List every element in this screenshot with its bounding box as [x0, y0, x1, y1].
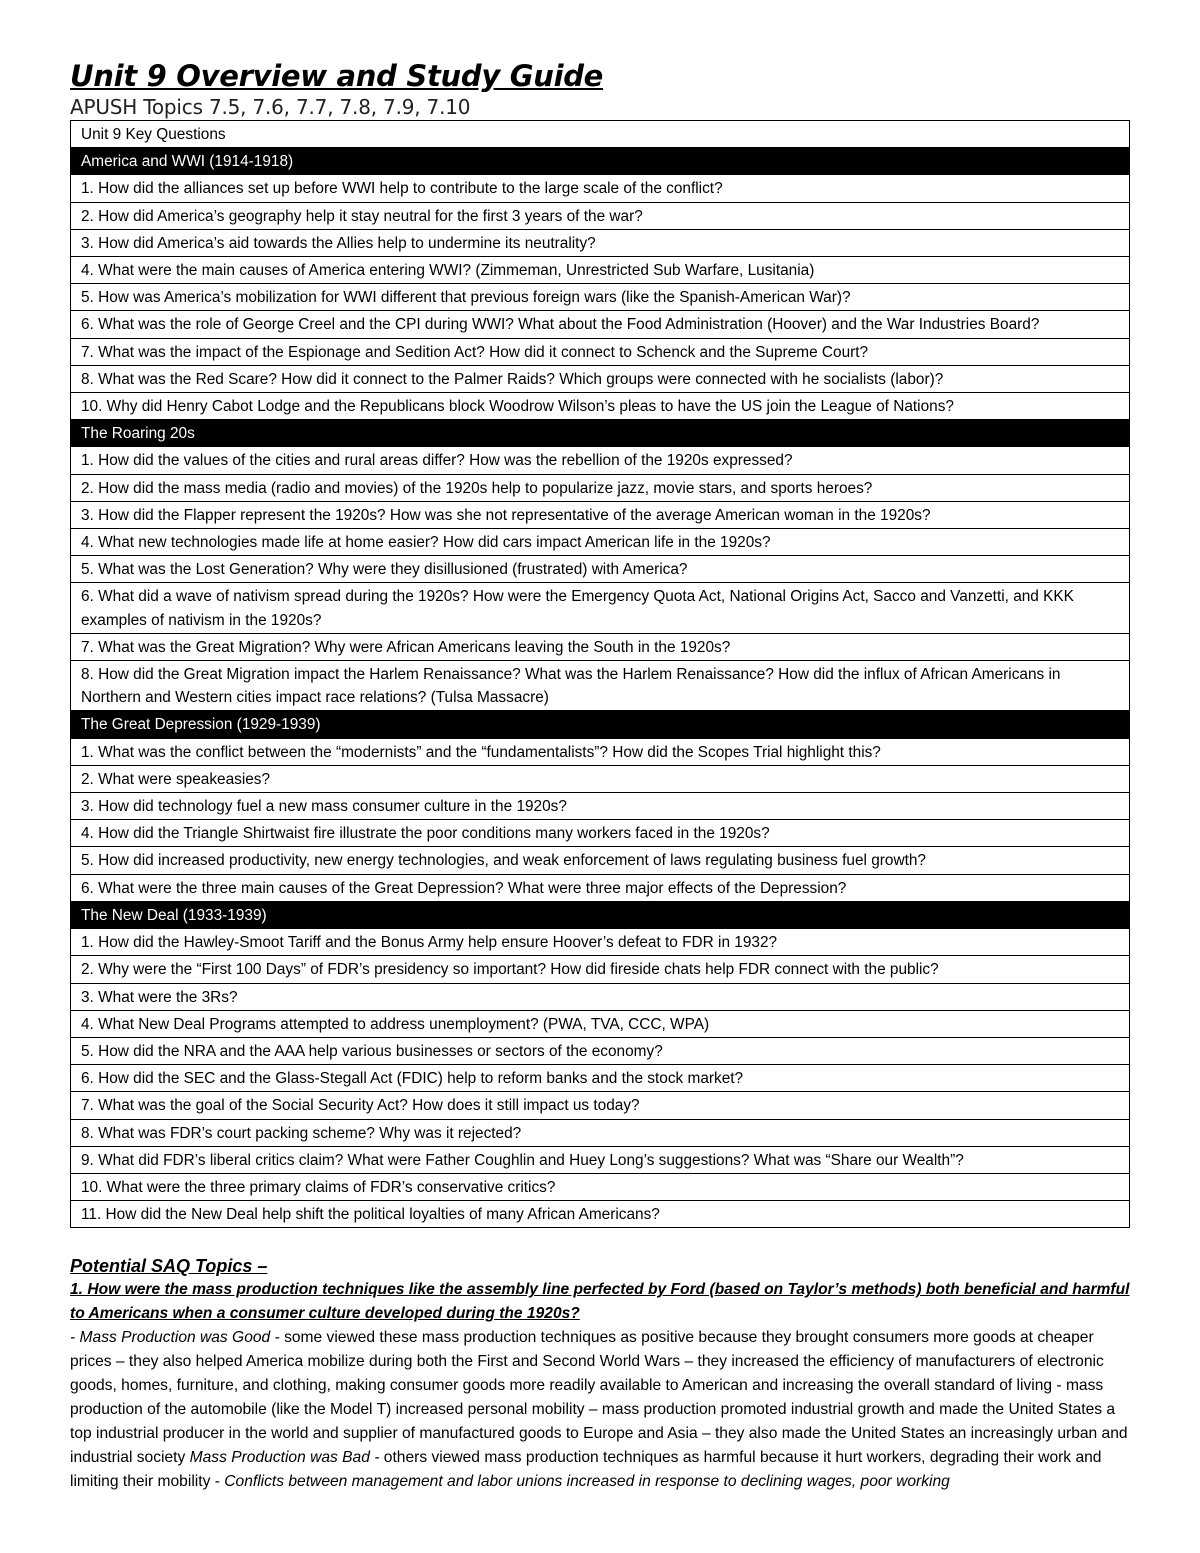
- question-text: 10. Why did Henry Cabot Lodge and the Republicans block Woodrow Wilson’s pleas to have the US join the League of Nations?: [71, 393, 1130, 420]
- question-row: [71, 501, 1130, 528]
- saq-good-label: - Mass Production was Good -: [70, 1329, 280, 1347]
- question-row: [71, 1092, 1130, 1119]
- question-row: [71, 556, 1130, 583]
- question-text: 4. What were the main causes of America entering WWI? (Zimmeman, Unrestricted Sub Warfare, Lusitania): [71, 257, 1130, 284]
- question-text: 10. What were the three primary claims of FDR’s conservative critics?: [71, 1173, 1130, 1200]
- question-row: [71, 983, 1130, 1010]
- section-header-row: [71, 148, 1130, 175]
- question-text: 2. What were speakeasies?: [71, 765, 1130, 792]
- question-row: [71, 447, 1130, 474]
- question-text: 7. What was the Great Migration? Why were African Americans leaving the South in the 1920s?: [71, 633, 1130, 660]
- question-row: [71, 1010, 1130, 1037]
- question-text: 8. What was the Red Scare? How did it connect to the Palmer Raids? Which groups were connected with he socialists (labor)?: [71, 365, 1130, 392]
- question-row: [71, 874, 1130, 901]
- question-row: [71, 1037, 1130, 1064]
- question-text: 1. How did the Hawley-Smoot Tariff and the Bonus Army help ensure Hoover’s defeat to FDR in 1932?: [71, 929, 1130, 956]
- question-row: [71, 529, 1130, 556]
- question-text: 9. What did FDR’s liberal critics claim? What were Father Coughlin and Huey Long’s suggestions? What was “Share our Wealth”?: [71, 1146, 1130, 1173]
- question-text: 4. What New Deal Programs attempted to address unemployment? (PWA, TVA, CCC, WPA): [71, 1010, 1130, 1037]
- question-text: 4. How did the Triangle Shirtwaist fire illustrate the poor conditions many workers faced in the 1920s?: [71, 820, 1130, 847]
- question-row: [71, 202, 1130, 229]
- question-text: 5. What was the Lost Generation? Why were they disillusioned (frustrated) with America?: [71, 556, 1130, 583]
- question-text: 1. How did the alliances set up before WWI help to contribute to the large scale of the conflict?: [71, 175, 1130, 202]
- question-row: [71, 1119, 1130, 1146]
- question-row: [71, 1173, 1130, 1200]
- question-row: [71, 284, 1130, 311]
- question-text: 1. How did the values of the cities and rural areas differ? How was the rebellion of the 1920s expressed?: [71, 447, 1130, 474]
- saq-bad-label: Mass Production was Bad -: [189, 1449, 380, 1467]
- question-row: [71, 847, 1130, 874]
- saq-question: 1. How were the mass production techniques like the assembly line perfected by Ford (based on Taylor’s methods) both beneficial and harmful to Americans when a consumer culture developed during the 1920s?: [70, 1281, 1130, 1323]
- question-text: 6. What did a wave of nativism spread during the 1920s? How were the Emergency Quota Act, National Origins Act, Sacco and Vanzetti, and KKK examples of nativism in the 1920s?: [71, 583, 1130, 633]
- question-text: 8. What was FDR’s court packing scheme? Why was it rejected?: [71, 1119, 1130, 1146]
- question-row: [71, 393, 1130, 420]
- question-text: 6. What were the three main causes of the Great Depression? What were three major effects of the Depression?: [71, 874, 1130, 901]
- question-text: 6. How did the SEC and the Glass-Stegall Act (FDIC) help to reform banks and the stock market?: [71, 1065, 1130, 1092]
- saq-section: [70, 1254, 1130, 1494]
- question-text: 1. What was the conflict between the “modernists” and the “fundamentalists”? How did the Scopes Trial highlight this?: [71, 738, 1130, 765]
- table-heading: Unit 9 Key Questions: [71, 121, 1130, 148]
- saq-bad-italic: Conflicts between management and labor unions increased in response to declining wages, poor working: [219, 1473, 950, 1491]
- question-row: [71, 311, 1130, 338]
- question-row: [71, 1201, 1130, 1228]
- question-row: [71, 1065, 1130, 1092]
- question-row: [71, 661, 1130, 711]
- question-row: [71, 633, 1130, 660]
- saq-heading: Potential SAQ Topics –: [70, 1256, 268, 1277]
- question-text: 2. How did the mass media (radio and movies) of the 1920s help to popularize jazz, movie stars, and sports heroes?: [71, 474, 1130, 501]
- question-text: 2. How did America’s geography help it stay neutral for the first 3 years of the war?: [71, 202, 1130, 229]
- question-text: 6. What was the role of George Creel and the CPI during WWI? What about the Food Administration (Hoover) and the War Industries Board?: [71, 311, 1130, 338]
- section-title: The Great Depression (1929-1939): [71, 711, 1130, 738]
- section-header-row: [71, 711, 1130, 738]
- question-row: [71, 793, 1130, 820]
- question-row: [71, 365, 1130, 392]
- question-row: [71, 583, 1130, 633]
- section-header-row: [71, 420, 1130, 447]
- key-questions-table: [70, 120, 1130, 1228]
- saq-answer: [70, 1326, 1130, 1494]
- question-row: [71, 338, 1130, 365]
- question-row: [71, 956, 1130, 983]
- study-guide-page: [70, 58, 1130, 1494]
- page-subtitle: APUSH Topics 7.5, 7.6, 7.7, 7.8, 7.9, 7.10: [70, 95, 471, 119]
- question-text: 2. Why were the “First 100 Days” of FDR’s presidency so important? How did fireside chats help FDR connect with the public?: [71, 956, 1130, 983]
- question-row: [71, 929, 1130, 956]
- question-row: [71, 175, 1130, 202]
- question-text: 8. How did the Great Migration impact the Harlem Renaissance? What was the Harlem Renaissance? How did the influx of African Americans in Northern and Western cities impact race relations? (Tulsa Massacre): [71, 661, 1130, 711]
- question-row: [71, 820, 1130, 847]
- question-row: [71, 474, 1130, 501]
- question-text: 3. What were the 3Rs?: [71, 983, 1130, 1010]
- saq-bad-text: others viewed mass production techniques as harmful because it hurt workers, degrading their work and limiting their mobility -: [70, 1449, 1102, 1491]
- question-row: [71, 765, 1130, 792]
- section-title: The New Deal (1933-1939): [71, 901, 1130, 928]
- question-row: [71, 738, 1130, 765]
- question-row: [71, 229, 1130, 256]
- section-title: The Roaring 20s: [71, 420, 1130, 447]
- table-heading-row: [71, 121, 1130, 148]
- question-text: 11. How did the New Deal help shift the political loyalties of many African Americans?: [71, 1201, 1130, 1228]
- question-text: 5. How did increased productivity, new energy technologies, and weak enforcement of laws regulating business fuel growth?: [71, 847, 1130, 874]
- question-text: 3. How did the Flapper represent the 1920s? How was she not representative of the average American woman in the 1920s?: [71, 501, 1130, 528]
- question-text: 3. How did technology fuel a new mass consumer culture in the 1920s?: [71, 793, 1130, 820]
- section-header-row: [71, 901, 1130, 928]
- question-text: 7. What was the impact of the Espionage and Sedition Act? How did it connect to Schenck and the Supreme Court?: [71, 338, 1130, 365]
- page-title: Unit 9 Overview and Study Guide: [70, 59, 604, 93]
- question-row: [71, 257, 1130, 284]
- saq-good-text: some viewed these mass production techniques as positive because they brought consumers more goods at cheaper prices – they also helped America mobilize during both the First and Second World Wars – they increased the efficiency of manufacturers of electronic goods, homes, furniture, and clothing, making consumer goods more readily available to American and increasing the overall standard of living - mass production of the automobile (like the Model T) increased personal mobility – mass production promoted industrial growth and made the United States a top industrial producer in the world and supplier of manufactured goods to Europe and Asia – they also made the United States an increasingly urban and industrial society: [70, 1329, 1128, 1467]
- question-text: 7. What was the goal of the Social Security Act? How does it still impact us today?: [71, 1092, 1130, 1119]
- question-row: [71, 1146, 1130, 1173]
- question-text: 4. What new technologies made life at home easier? How did cars impact American life in the 1920s?: [71, 529, 1130, 556]
- section-title: America and WWI (1914-1918): [71, 148, 1130, 175]
- question-text: 3. How did America’s aid towards the Allies help to undermine its neutrality?: [71, 229, 1130, 256]
- question-text: 5. How did the NRA and the AAA help various businesses or sectors of the economy?: [71, 1037, 1130, 1064]
- question-text: 5. How was America’s mobilization for WWI different that previous foreign wars (like the Spanish-American War)?: [71, 284, 1130, 311]
